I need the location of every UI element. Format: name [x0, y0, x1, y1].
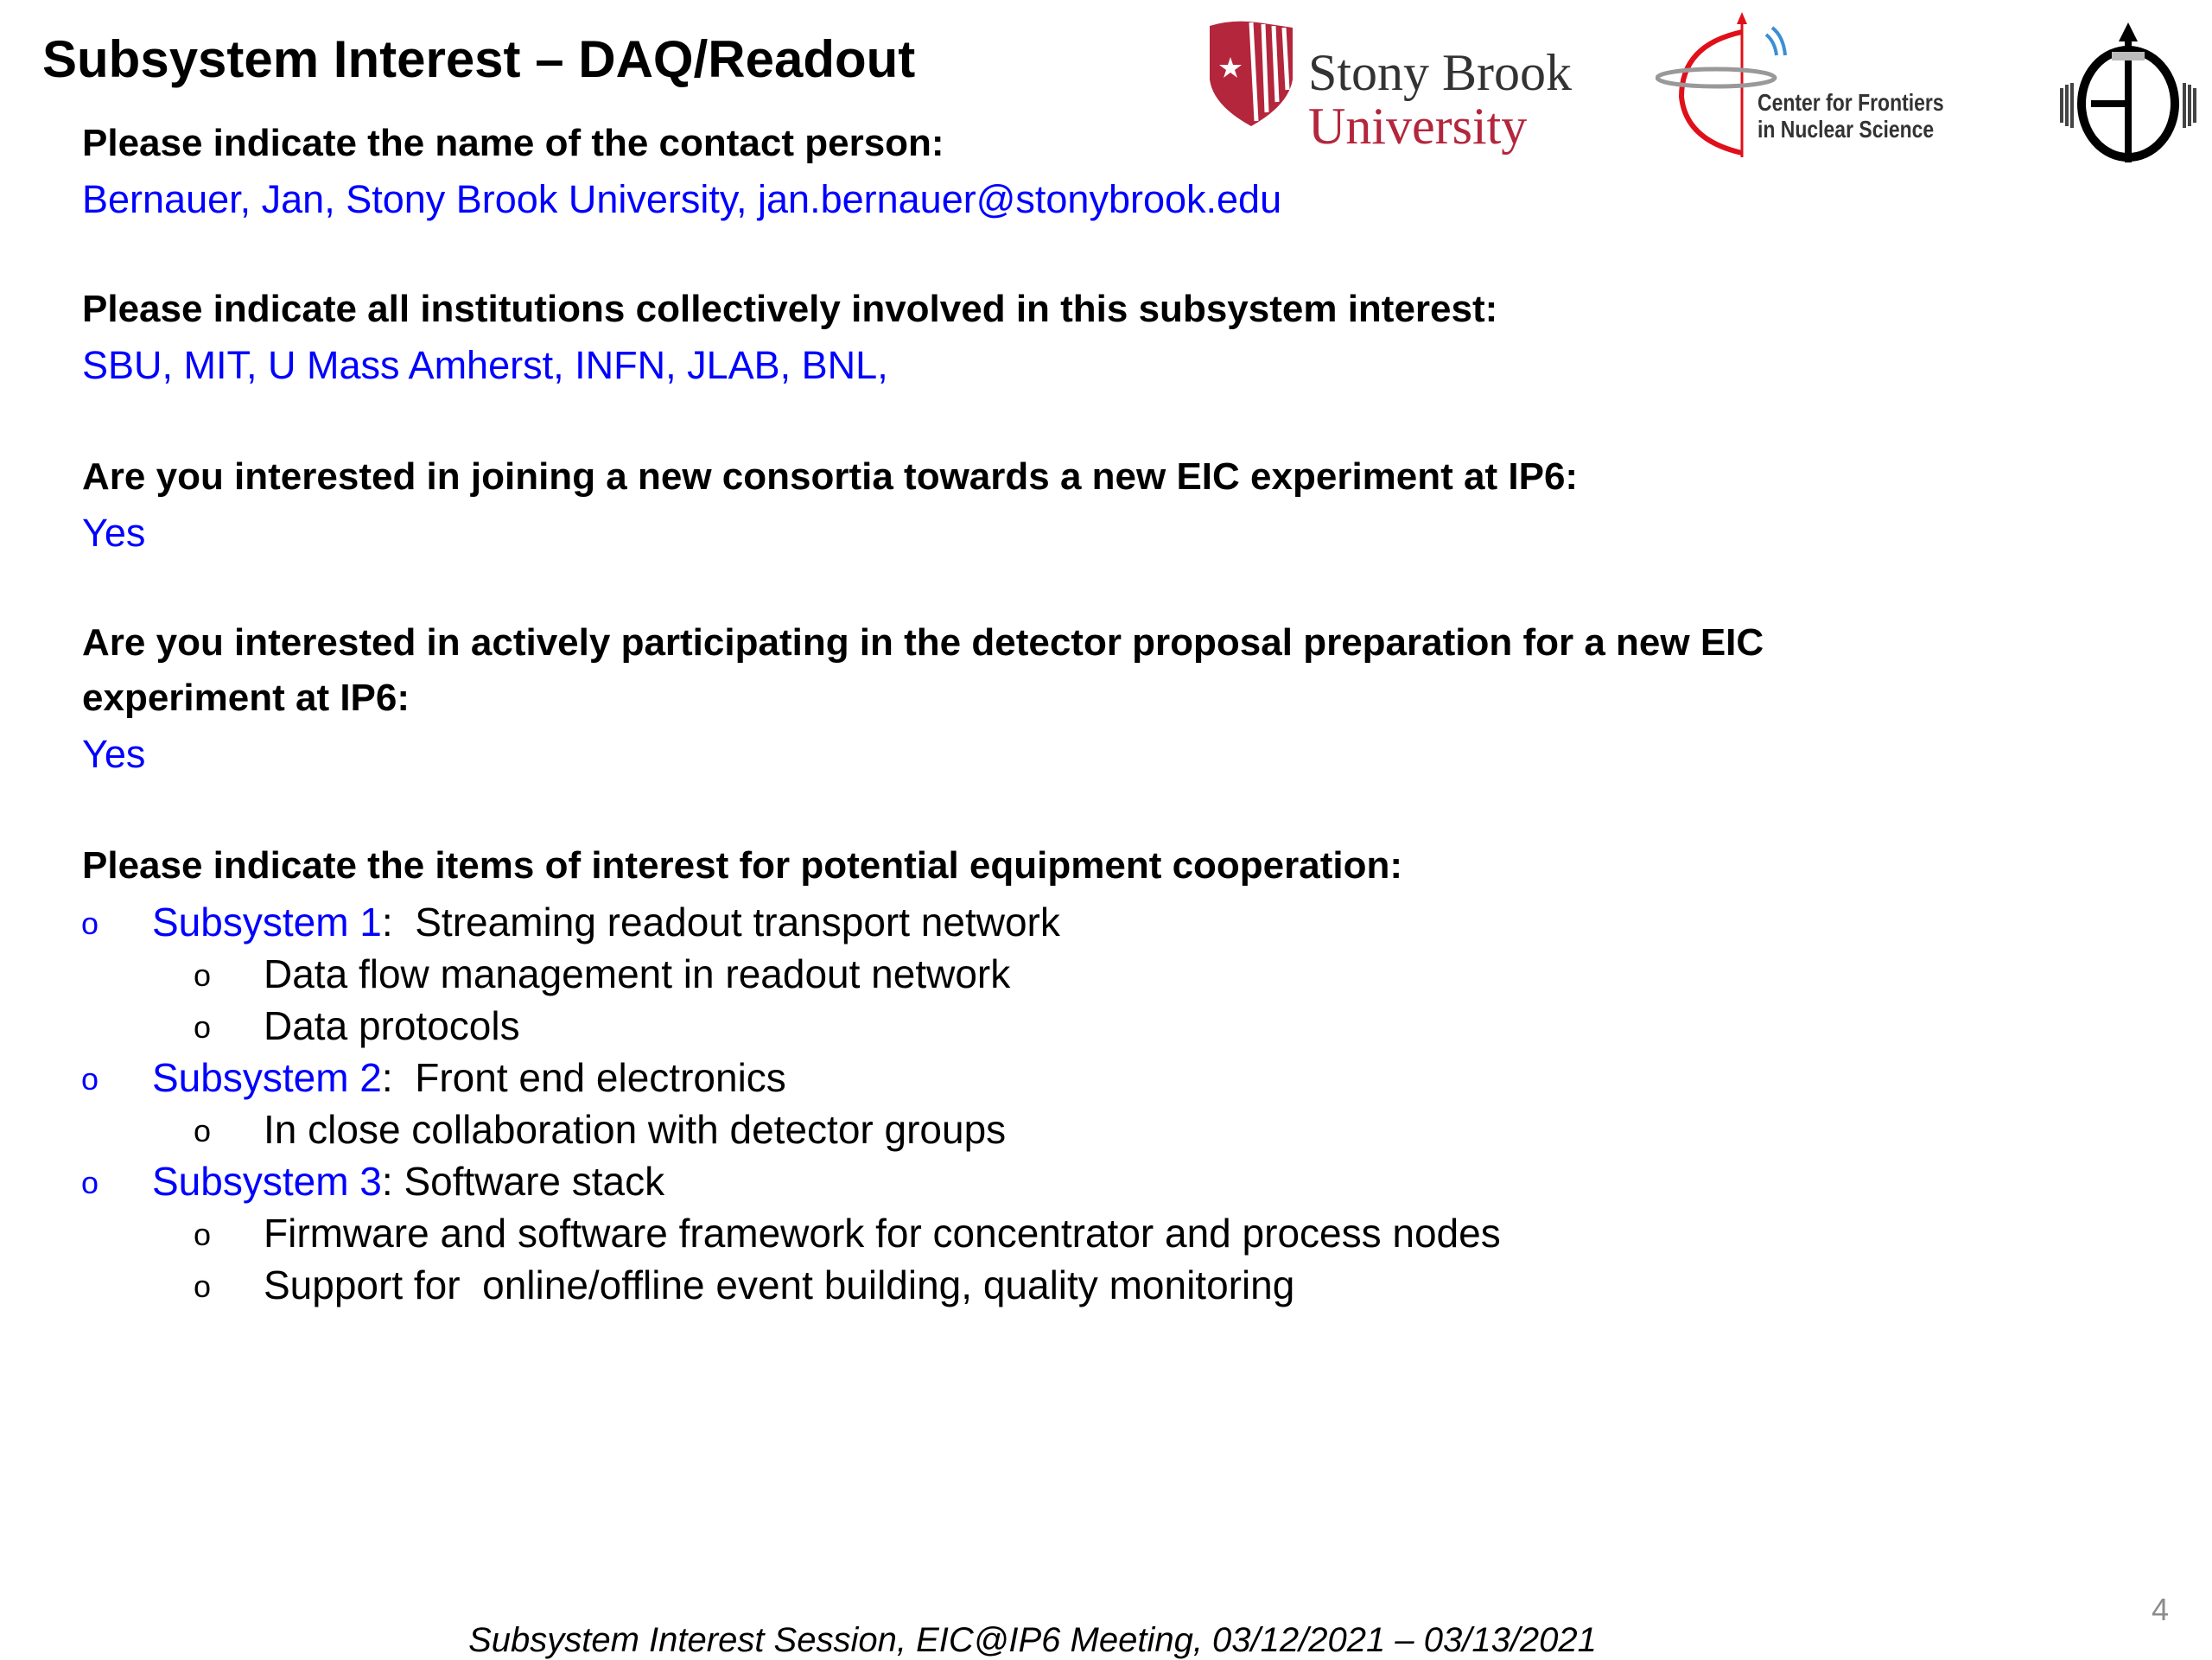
question-proposal-line1: Are you interested in actively participating in the detector proposal preparation for a new EIC	[82, 621, 1764, 664]
sbu-shield-icon	[1206, 19, 1296, 128]
sub-bullet-icon: o	[194, 1009, 212, 1045]
list-item-subsystem-2	[152, 1054, 786, 1101]
sub-list-item: Firmware and software framework for concentrator and process nodes	[264, 1211, 1501, 1256]
eic-logo	[2056, 21, 2200, 167]
stony-brook-logo	[1206, 19, 1573, 155]
subsystem-text: Front end electronics	[415, 1055, 786, 1100]
page-number: 4	[2152, 1592, 2170, 1627]
sbu-name-line1: Stony Brook	[1308, 44, 1573, 101]
answer-institutions: SBU, MIT, U Mass Amherst, INFN, JLAB, BNL,	[82, 343, 888, 387]
subsystem-text: Software stack	[404, 1159, 665, 1204]
question-institutions: Please indicate all institutions collectively involved in this subsystem interest:	[82, 288, 1498, 330]
separator: :	[381, 1055, 416, 1100]
answer-consortia: Yes	[82, 511, 146, 555]
subsystem-label: Subsystem 2	[152, 1055, 382, 1100]
sbu-name-line2: University	[1308, 98, 1528, 155]
answer-proposal: Yes	[82, 732, 146, 776]
subsystem-label: Subsystem 1	[152, 900, 382, 944]
question-contact: Please indicate the name of the contact person:	[82, 122, 944, 164]
sub-bullet-icon: o	[194, 1113, 212, 1148]
question-proposal-line2: experiment at IP6:	[82, 677, 410, 719]
cfns-name-line2: in Nuclear Science	[1758, 116, 1935, 143]
cfns-logo	[1656, 10, 1967, 157]
slide-title: Subsystem Interest – DAQ/Readout	[42, 30, 916, 88]
separator: :	[381, 1159, 404, 1204]
sub-bullet-icon: o	[194, 957, 212, 993]
sub-bullet-icon: o	[194, 1217, 212, 1252]
list-item-subsystem-3	[152, 1158, 664, 1205]
separator: :	[381, 900, 416, 944]
subsystem-label: Subsystem 3	[152, 1159, 382, 1204]
question-consortia: Are you interested in joining a new consortia towards a new EIC experiment at IP6:	[82, 455, 1579, 498]
sub-list-item: Support for online/offline event building, quality monitoring	[264, 1262, 1295, 1307]
sub-bullet-icon: o	[194, 1269, 212, 1304]
bullet-icon: o	[81, 1165, 99, 1200]
list-item-subsystem-1	[152, 899, 1060, 945]
question-items: Please indicate the items of interest for potential equipment cooperation:	[82, 844, 1403, 887]
eic-detector-icon	[2056, 21, 2200, 162]
bullet-icon: o	[81, 1061, 99, 1097]
cfns-name-line1: Center for Frontiers	[1758, 89, 1944, 116]
sub-list-item: Data protocols	[264, 1003, 520, 1048]
footer: Subsystem Interest Session, EIC@IP6 Meeting, 03/12/2021 – 03/13/2021	[468, 1621, 1597, 1659]
sub-list-item: Data flow management in readout network	[264, 951, 1011, 996]
subsystem-text: Streaming readout transport network	[415, 900, 1060, 944]
sub-list-item: In close collaboration with detector groups	[264, 1107, 1007, 1152]
answer-contact: Bernauer, Jan, Stony Brook University, jan.bernauer@stonybrook.edu	[82, 177, 1282, 221]
bullet-icon: o	[81, 906, 99, 941]
